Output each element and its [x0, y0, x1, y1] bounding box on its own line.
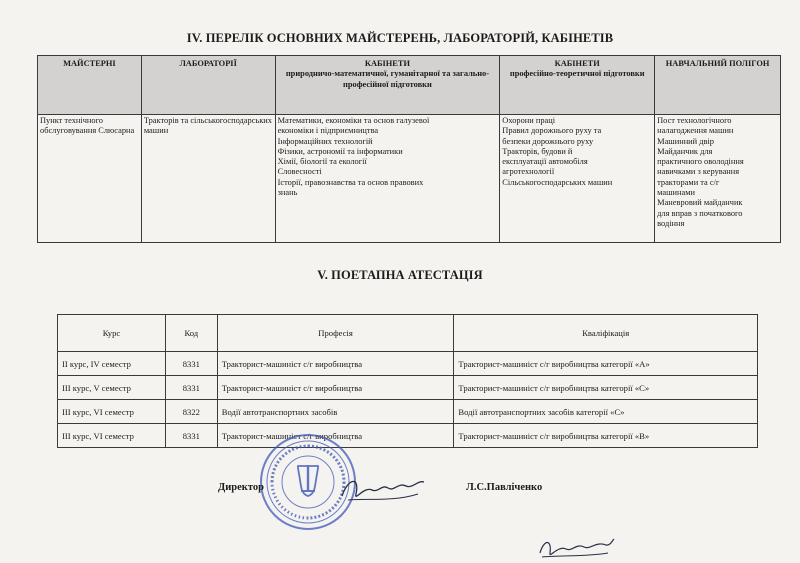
- cell-workshops: Пункт технічного обслуговування Слюсарна: [38, 115, 142, 243]
- header-course: Курс: [58, 315, 166, 352]
- cell-profession: Тракторист-машиніст с/г виробництва: [217, 352, 454, 376]
- list-item: Пост технологічного: [657, 116, 732, 125]
- cell-code: 8322: [165, 400, 217, 424]
- list-item: Машинний двір: [657, 136, 714, 146]
- list-item: навичками з керування: [657, 167, 740, 177]
- header-polygon: НАВЧАЛЬНИЙ ПОЛІГОН: [655, 56, 781, 115]
- table-header-row: [38, 56, 781, 115]
- cell-qualification: Тракторист-машиніст с/г виробництва категорії «В»: [454, 424, 758, 448]
- cell-polygon: [655, 115, 781, 243]
- header-cabinets-general-sub: природничо-математичної, гуманітарної та загально-професійної підготовки: [285, 69, 490, 89]
- section-title-workshops: IV. ПЕРЕЛІК ОСНОВНИХ МАЙСТЕРЕНЬ, ЛАБОРАТОРІЙ, КАБІНЕТІВ: [186, 31, 614, 45]
- cell-profession: Водії автотранспортних засобів: [217, 400, 454, 424]
- list-item: налагодження машин: [657, 126, 734, 136]
- list-item: економіки і підприємництва: [277, 126, 379, 136]
- cell-code: 8331: [165, 424, 217, 448]
- list-item: Хімії, біології та екології: [277, 157, 367, 167]
- list-item: для вправ з початкового: [657, 208, 743, 218]
- list-item: агротехнології: [502, 167, 555, 177]
- table-row: [58, 376, 758, 400]
- list-item: Тракторів, будови й: [502, 146, 573, 156]
- cell-course: ІІІ курс, V семестр: [58, 376, 166, 400]
- list-item: безпеки дорожнього руху: [502, 136, 594, 146]
- header-labs: ЛАБОРАТОРІЇ: [141, 56, 275, 115]
- director-signature: [338, 472, 428, 508]
- header-qualification: Кваліфікація: [454, 315, 758, 352]
- cell-qualification: Водії автотранспортних засобів категорії «С»: [454, 400, 758, 424]
- header-cabinets-professional-sub: професійно-теоретичної підготовки: [509, 69, 645, 79]
- header-cabinets-professional-title: КАБІНЕТИ: [554, 59, 600, 68]
- table-row: [58, 400, 758, 424]
- header-cabinets-general: [275, 56, 500, 115]
- signature-role-label: Директор: [218, 482, 264, 493]
- cell-labs: Тракторів та сільськогосподарських машин: [141, 115, 275, 243]
- list-item: Охорони праці: [502, 116, 556, 125]
- cell-profession: Тракторист-машиніст с/г виробництва: [217, 424, 454, 448]
- list-item: Інформаційних технологій: [277, 136, 373, 146]
- cell-cabinets-general: [275, 115, 500, 243]
- list-item: Фізики, астрономії та інформатики: [277, 146, 403, 156]
- cell-cabinets-professional: [500, 115, 655, 243]
- header-cabinets-professional: [500, 56, 655, 115]
- header-workshops: МАЙСТЕРНІ: [38, 56, 142, 115]
- table-row: [38, 115, 781, 243]
- list-item: знань: [277, 188, 298, 198]
- trident-icon: [298, 465, 318, 496]
- table-row: [58, 352, 758, 376]
- cell-code: 8331: [165, 352, 217, 376]
- cell-course: ІІІ курс, VІ семестр: [58, 424, 166, 448]
- list-item: водіння: [657, 218, 685, 228]
- list-item: Сільськогосподарських машин: [502, 177, 613, 187]
- attestation-table: [57, 314, 758, 448]
- section-title-attestation: V. ПОЕТАПНА АТЕСТАЦІЯ: [317, 268, 483, 282]
- list-item: Словесності: [277, 167, 322, 177]
- header-code: Код: [165, 315, 217, 352]
- cell-code: 8331: [165, 376, 217, 400]
- list-item: експлуатації автомобіля: [502, 157, 588, 167]
- cell-qualification: Тракторист-машиніст с/г виробництва категорії «А»: [454, 352, 758, 376]
- table-row: [58, 424, 758, 448]
- table-header-row: [58, 315, 758, 352]
- list-item: тракторами та с/г: [657, 177, 720, 187]
- list-item: машинами: [657, 188, 695, 198]
- cell-profession: Тракторист-машиніст с/г виробництва: [217, 376, 454, 400]
- cell-course: ІІ курс, ІV семестр: [58, 352, 166, 376]
- list-item: Математики, економіки та основ галузевої: [277, 116, 430, 125]
- page-signature: [536, 535, 616, 561]
- list-item: практичного оволодіння: [657, 157, 744, 167]
- list-item: Історії, правознавства та основ правових: [277, 177, 424, 187]
- list-item: Правил дорожнього руху та: [502, 126, 602, 136]
- cell-course: ІІІ курс, VІ семестр: [58, 400, 166, 424]
- signature-name-label: Л.С.Павліченко: [466, 482, 543, 493]
- header-cabinets-general-title: КАБІНЕТИ: [364, 59, 410, 68]
- header-profession: Професія: [217, 315, 454, 352]
- workshops-table: [37, 55, 781, 243]
- cell-qualification: Тракторист-машиніст с/г виробництва категорії «С»: [454, 376, 758, 400]
- list-item: Майданчик для: [657, 146, 713, 156]
- list-item: Маневровий майданчик: [657, 198, 743, 208]
